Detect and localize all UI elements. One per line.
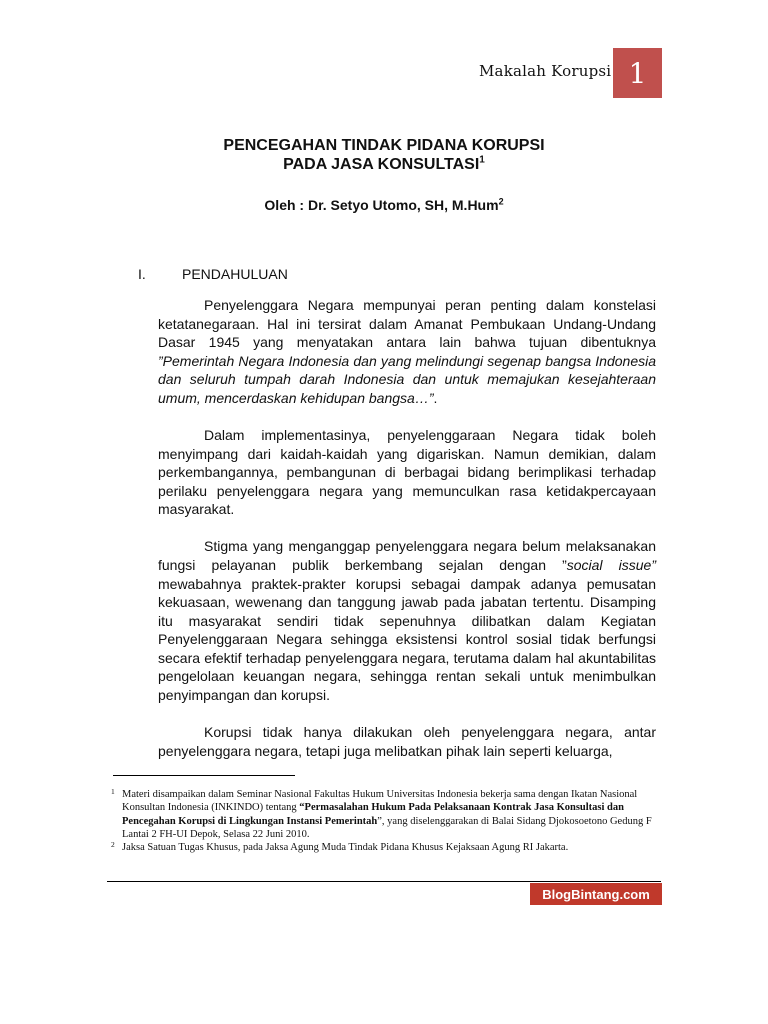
paragraph-3: [158, 537, 656, 704]
body-text: [158, 296, 656, 760]
paragraph-1-end: .: [433, 389, 438, 406]
paragraph-3-text-a: Stigma yang menganggap penyelenggara negara belum melaksanakan fungsi pelayanan publik berkembang sejalan dengan ”: [158, 538, 656, 573]
author-text: Oleh : Dr. Setyo Utomo, SH, M.Hum: [264, 197, 499, 213]
paragraph-3-text-b: mewabahnya praktek-prakter korupsi sebagai dampak adanya pemusatan kekuasaan, wewenang dan tanggung jawab pada jabatan tertentu. Disamping itu masyarakat sendiri tidak sepenuhnya dilibatkan dalam Kegiatan Penyelenggaraan Negara sehingga eksistensi kontrol sosial tidak berfungsi secara efektif terhadap penyelenggara negara, terutama dalam hal akuntabilitas pengelolaan keuangan negara, sehingga rentan sekali untuk menimbulkan penyimpangan dan korupsi.: [158, 575, 656, 704]
title-line-2: [120, 155, 648, 174]
title-line-2-text: PADA JASA KONSULTASI: [283, 156, 480, 173]
footnote-1: [111, 788, 657, 841]
footnote-separator: [113, 775, 295, 776]
blogbintang-watermark[interactable]: BlogBintang.com: [530, 883, 662, 905]
footnotes: [111, 788, 657, 854]
title-footnote-ref[interactable]: 1: [479, 154, 485, 166]
footnote-1-text-b: ”, yang diselenggarakan di Balai Sidang Djokosoetono Gedung F Lantai 2 FH-UI Depok, Selasa 22 Juni 2010.: [122, 815, 652, 840]
footnote-2-text: Jaksa Satuan Tugas Khusus, pada Jaksa Agung Muda Tindak Pidana Khusus Kejaksaan Agung RI Jakarta.: [122, 842, 569, 854]
author-line: [120, 197, 648, 213]
footnote-1-seminar-title: “Permasalahan Hukum Pada Pelaksanaan Kontrak Jasa Konsultasi dan Pencegahan Korupsi di Lingkungan Instansi Pemerintah: [122, 802, 624, 827]
footnote-1-mark: 1: [111, 787, 115, 796]
footnote-1-text-a: Materi disampaikan dalam Seminar Nasional Fakultas Hukum Universitas Indonesia bekerja sama dengan Ikatan Nasional Konsultan Indonesia (INKINDO) tentang: [122, 789, 638, 814]
paragraph-1: [158, 296, 656, 408]
section-heading: PENDAHULUAN: [182, 266, 288, 282]
paragraph-3-term: social issue”: [566, 556, 656, 573]
paragraph-1-text: Penyelenggara Negara mempunyai peran penting dalam konstelasi ketatanegaraan. Hal ini tersirat dalam Amanat Pembukaan Undang-Undang Dasar 1945 yang menyatakan antara lain bahwa tujuan dibentuknya: [158, 297, 656, 351]
footnote-2: [111, 841, 657, 854]
title-line-1: PENCEGAHAN TINDAK PIDANA KORUPSI: [223, 137, 545, 154]
footer-rule: [107, 881, 661, 882]
paragraph-4: Korupsi tidak hanya dilakukan oleh penyelenggara negara, antar penyelenggara negara, tetapi juga melibatkan pihak lain seperti keluarga,: [158, 724, 656, 759]
author-footnote-ref[interactable]: 2: [498, 196, 504, 207]
document-title: [120, 136, 648, 174]
footnote-2-mark: 2: [111, 840, 115, 850]
section-number: I.: [138, 266, 146, 282]
running-header-title: Makalah Korupsi: [479, 62, 612, 80]
page-number-badge: 1: [613, 48, 662, 98]
paragraph-2: Dalam implementasinya, penyelenggaraan Negara tidak boleh menyimpang dari kaidah-kaidah yang digariskan. Namun demikian, dalam perkembangannya, pembangunan di berbagai bidang berimplikasi terhadap perilaku penyelenggara negara yang memunculkan rasa ketidakpercayaan masyarakat.: [158, 426, 656, 518]
paragraph-1-quote: ”Pemerintah Negara Indonesia dan yang melindungi segenap bangsa Indonesia dan seluruh tumpah darah Indonesia dan untuk memajukan kesejahteraan umum, mencerdaskan kehidupan bangsa…”: [158, 352, 656, 406]
